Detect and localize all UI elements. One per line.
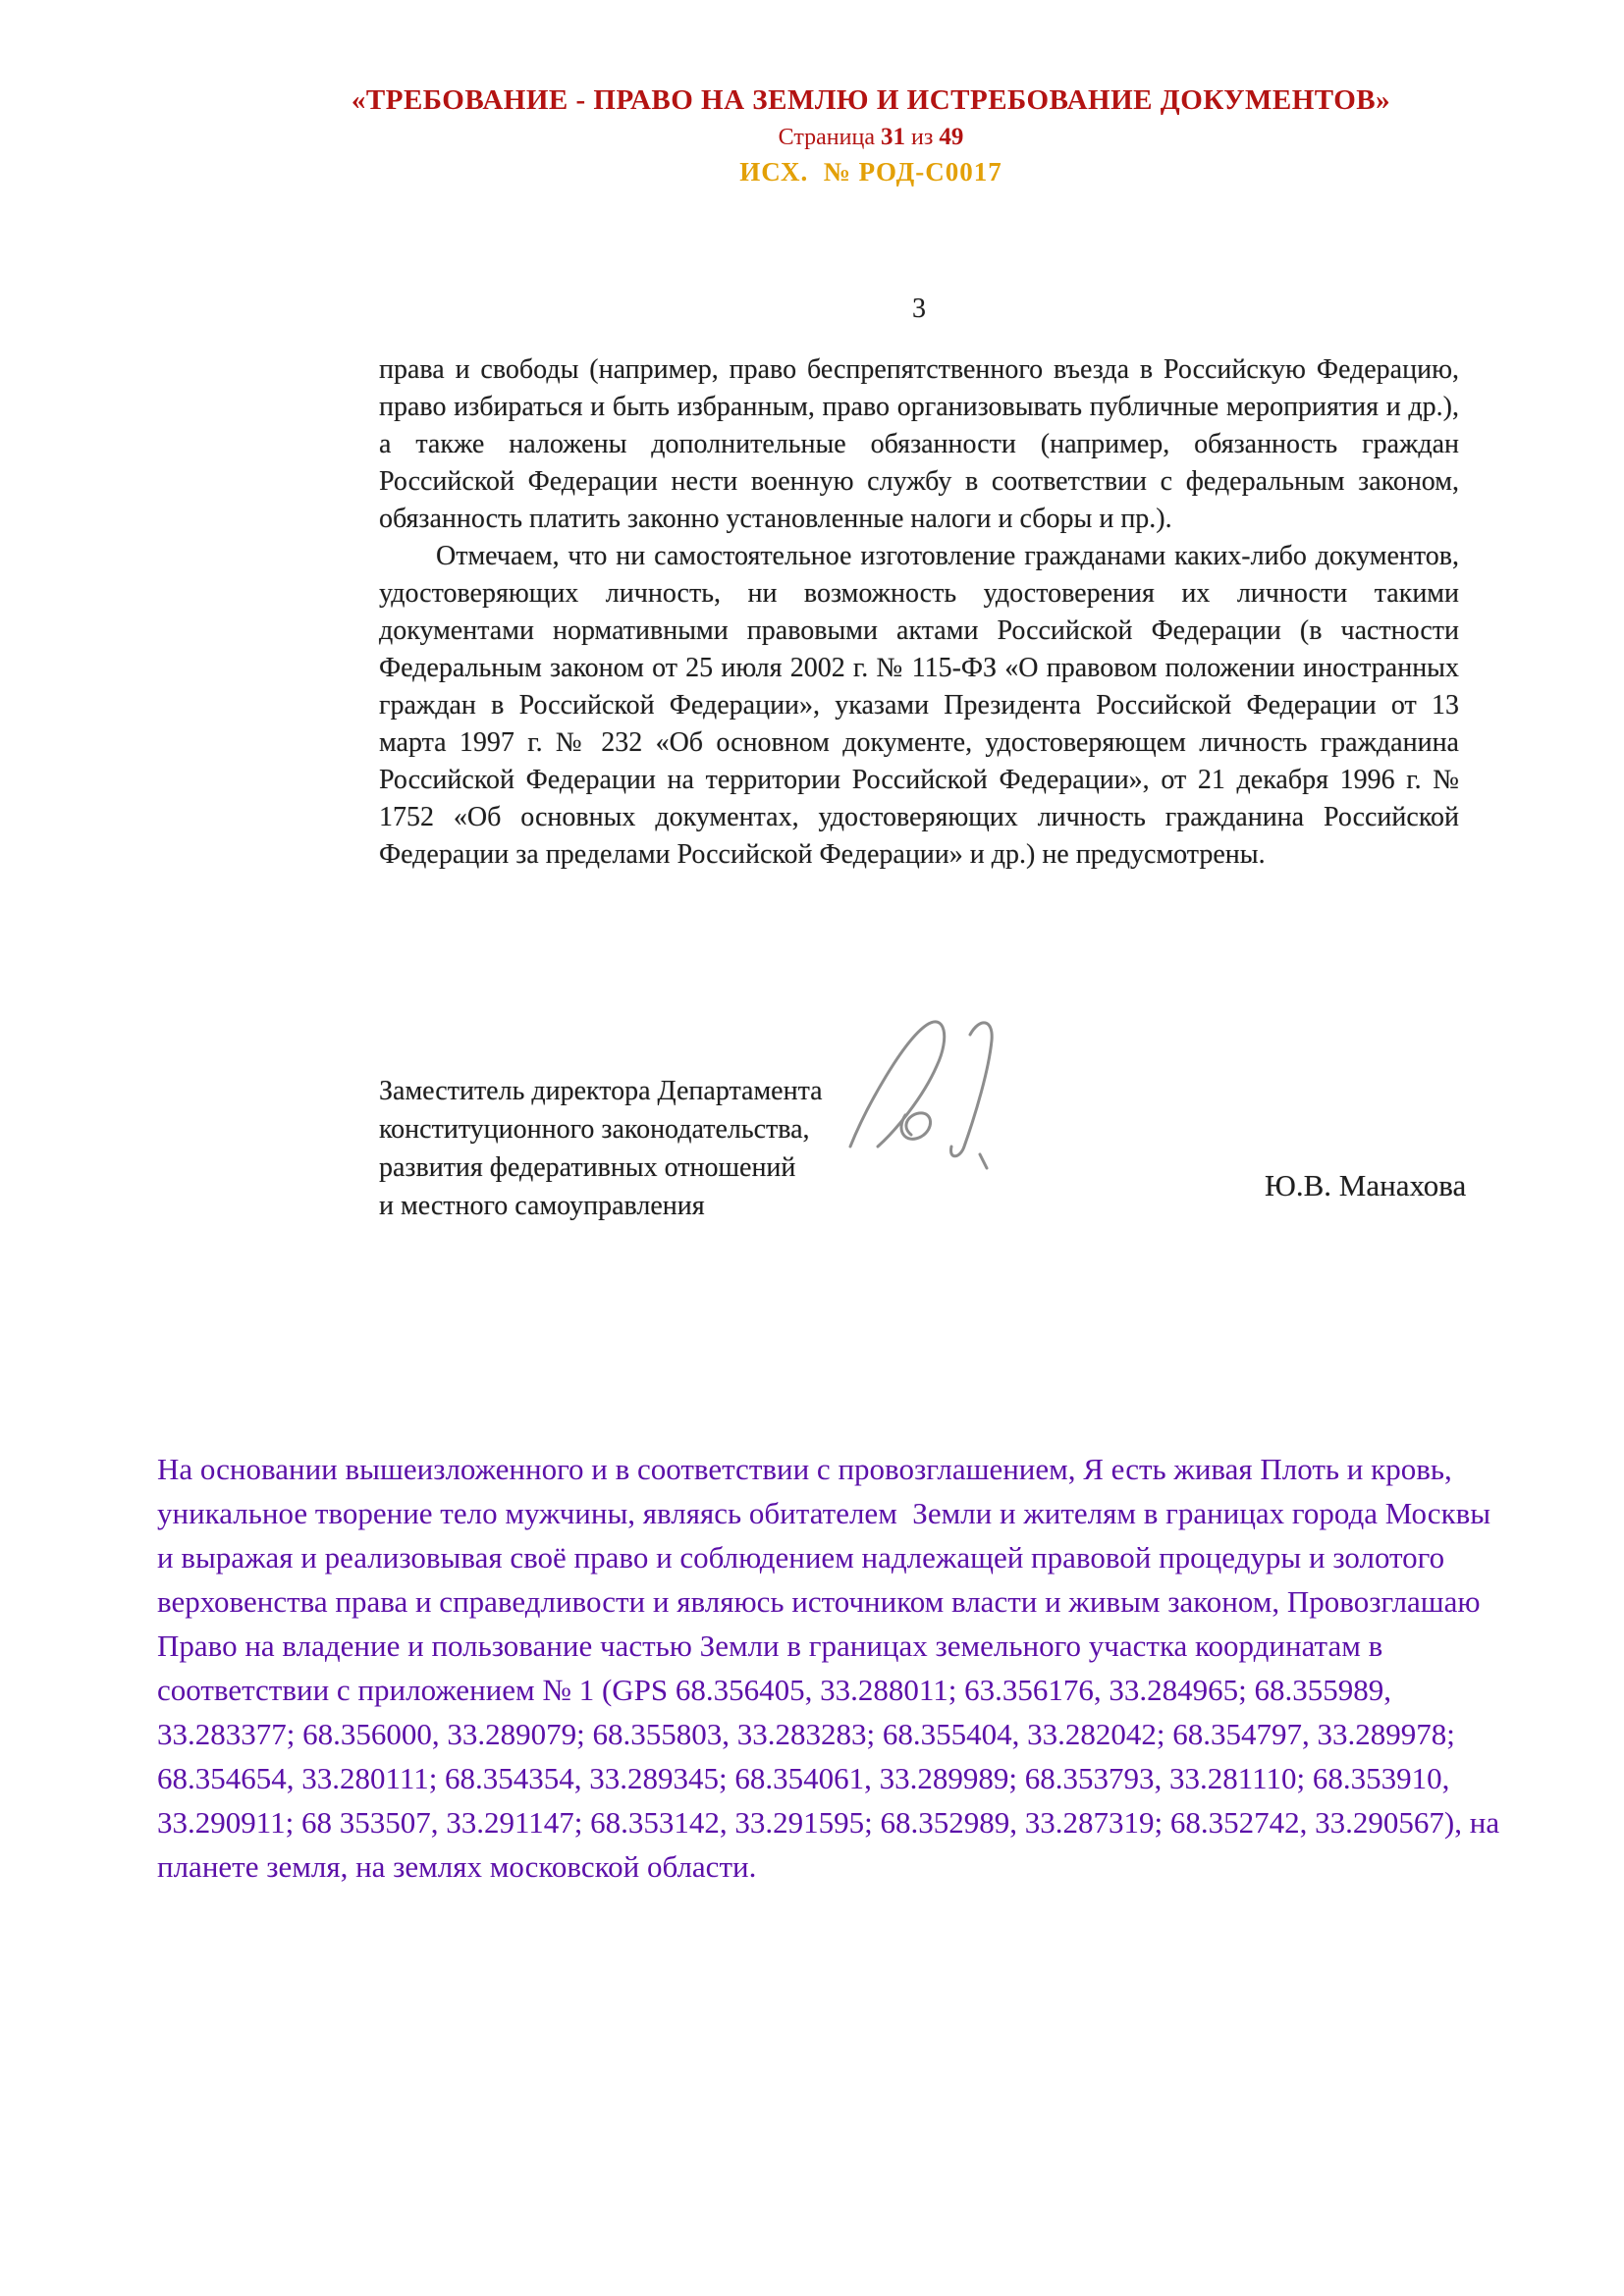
- letter-paragraph-1: права и свободы (например, право беспрепятственного въезда в Российскую Федерацию, право избираться и быть избранным, право организовывать публичные мероприятия и др.), а также наложены дополнительные обязанности (например, обязанность граждан Российской Федерации нести военную службу в соответствии с федеральным законом, обязанность платить законно установленные налоги и сборы и пр.).: [379, 354, 1459, 534]
- signer-position-line: Заместитель директора Департамента: [379, 1076, 823, 1106]
- document-title: «ТРЕБОВАНИЕ - ПРАВО НА ЗЕМЛЮ И ИСТРЕБОВАНИЕ ДОКУМЕНТОВ»: [351, 84, 1391, 116]
- page-counter-prefix: Страница: [778, 125, 875, 150]
- document-header: [59, 84, 1624, 187]
- signer-position-line: и местного самоуправления: [379, 1191, 705, 1221]
- page-counter-total: 49: [939, 124, 964, 150]
- letter-paragraph-2: Отмечаем, что ни самостоятельное изготовление гражданами каких-либо документов, удостоверяющих личность, ни возможность удостоверения их личности такими документами нормативными правовыми актами Российской Федерации (в частности Федеральным законом от 25 июля 2002 г. № 115-ФЗ «О правовом положении иностранных граждан в Российской Федерации», указами Президента Российской Федерации от 13 марта 1997 г. № 232 «Об основном документе, удостоверяющем личность гражданина Российской Федерации на территории Российской Федерации», от 21 декабря 1996 г. № 1752 «Об основных документах, удостоверяющих личность гражданина Российской Федерации за пределами Российской Федерации» и др.) не предусмотрены.: [379, 541, 1459, 870]
- page-counter: [59, 124, 1624, 151]
- land-claim-text: На основании вышеизложенного и в соответствии с провозглашением, Я есть живая Плоть и кровь, уникальное творение тело мужчины, являясь обитателем Земли и жителям в границах города Москвы и выражая и реализовывая своё право и соблюдением надлежащей правовой процедуры и золотого верховенства права и справедливости и являюсь источником власти и живым законом, Провозглашаю Право на владение и пользование частью Земли в границах земельного участка координатам в соответствии с приложением № 1 (GPS 68.356405, 33.288011; 63.356176, 33.284965; 68.355989, 33.283377; 68.356000, 33.289079; 68.355803, 33.283283; 68.355404, 33.282042; 68.354797, 33.289978; 68.354654, 33.280111; 68.354354, 33.289345; 68.354061, 33.289989; 68.353793, 33.281110; 68.353910, 33.290911; 68 353507, 33.291147; 68.353142, 33.291595; 68.352989, 33.287319; 68.352742, 33.290567), на планете земля, на землях московской области.: [157, 1452, 1507, 1884]
- signer-position: [379, 1072, 823, 1225]
- page-counter-current: 31: [880, 124, 905, 150]
- signer-position-line: конституционного законодательства,: [379, 1114, 810, 1145]
- signer-position-line: развития федеративных отношений: [379, 1152, 796, 1183]
- scan-page-number: 3: [912, 294, 926, 324]
- outgoing-reference-number: ИСХ. № РОД-С0017: [739, 157, 1002, 187]
- signer-name: Ю.В. Манахова: [1265, 1168, 1467, 1202]
- scanned-letter-body: [379, 291, 1459, 874]
- page-counter-of: из: [910, 125, 934, 150]
- handwritten-signature-icon: [835, 1009, 1051, 1176]
